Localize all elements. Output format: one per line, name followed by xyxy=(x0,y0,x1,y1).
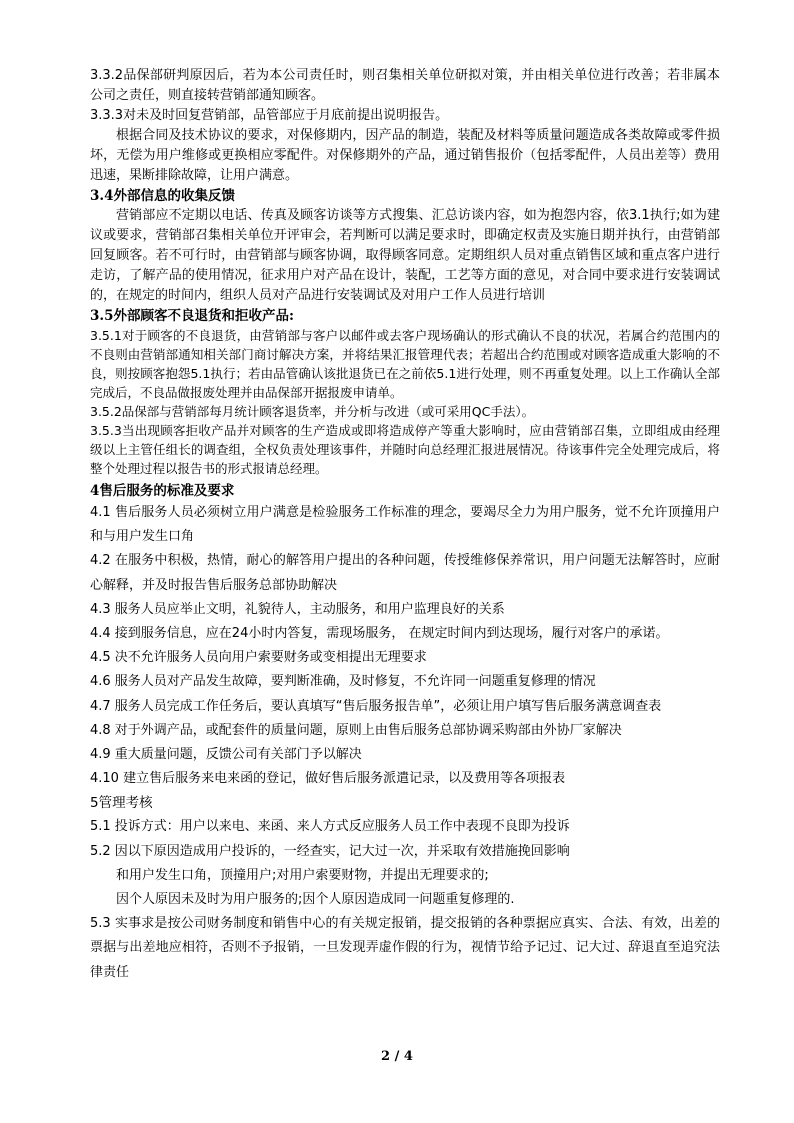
paragraph-3-3-2: 3.3.2品保部研判原因后，若为本公司责任时，则召集相关单位研拟对策，并由相关单位进行改善；若非属本公司之责任，则直接转营销部通知顾客。 xyxy=(90,68,720,103)
list-item: 4.9 重大质量问题，反馈公司有关部门予以解决 xyxy=(90,747,362,763)
paragraph-3-5-1: 3.5.1对于顾客的不良退货，由营销部与客户以邮件或去客户现场确认的形式确认不良的状况，若属合约范围内的不良则由营销部通知相关部门商讨解决方案，并将结果汇报管理代表；若超出合约范围或对顾客造成重大影响的不良，则按顾客抱怨5.1执行；若由品管确认该批退货已在之前依5.1进行处理，则不再重复处理。以上工作确认全部完成后，不良品做报废处理并由品保部开据报废申请单。 xyxy=(90,328,720,400)
paragraph-3-3-3: 3.3.3对未及时回复营销部，品管部应于月底前提出说明报告。 xyxy=(90,108,449,123)
list-item: 4.3 服务人员应举止文明，礼貌待人，主动服务，和用户监理良好的关系 xyxy=(90,601,505,617)
list-item: 4.2 在服务中积极，热情，耐心的解答用户提出的各种问题，传授维修保养常识，用户问题无法解答时，应耐心解释，并及时报告售后服务总部协助解决 xyxy=(90,553,720,593)
list-item: 4.5 决不允许服务人员向用户索要财务或变相提出无理要求 xyxy=(90,650,427,666)
list-item: 4.4 接到服务信息，应在24小时内答复，需现场服务， 在规定时间内到达现场，履行对客户的承诺。 xyxy=(90,626,669,642)
document-body xyxy=(90,66,720,985)
heading-4: 4售后服务的标准及要求 xyxy=(90,483,235,499)
paragraph-3-4: 营销部应不定期以电话、传真及顾客访谈等方式搜集、汇总访谈内容，如为抱怨内容，依3.1执行;如为建议或要求，营销部召集相关单位开评审会，若判断可以满足要求时，即确定权责及实施日期并执行，由营销部回复顾客。若不可行时，由营销部与顾客协调，取得顾客同意。定期组织人员对重点销售区域和重点客户进行走访，了解产品的使用情况，征求用户对产品在设计，装配，工艺等方面的意见，对合同中要求进行安装调试的，在规定的时间内，组织人员对产品进行安装调试及对用户工作人员进行培训 xyxy=(90,208,720,303)
list-item: 4.8 对于外调产品，或配套件的质量问题，原则上由售后服务总部协调采购部由外协厂家解决 xyxy=(90,722,622,738)
list-item: 4.1 售后服务人员必须树立用户满意是检验服务工作标准的理念，要竭尽全力为用户服务，觉不允许顶撞用户和与用户发生口角 xyxy=(90,505,720,545)
list-item: 4.6 服务人员对产品发生故障，要判断准确，及时修复，不允许同一问题重复修理的情况 xyxy=(90,674,596,690)
paragraph-5-2: 5.2 因以下原因造成用户投诉的，一经查实，记大过一次，并采取有效措施挽回影响 xyxy=(90,843,570,859)
page-number: 2 / 4 xyxy=(381,1049,413,1064)
heading-5: 5管理考核 xyxy=(90,795,153,812)
paragraph-3-5-3: 3.5.3当出现顾客拒收产品并对顾客的生产造成或即将造成停产等重大影响时，应由营销部召集，立即组成由经理级以上主管任组长的调查组，全权负责处理该事件，并随时向总经理汇报进展情况。待该事件完全处理完成后，将整个处理过程以报告书的形式报请总经理。 xyxy=(90,423,720,476)
paragraph-3-5-2: 3.5.2品保部与营销部每月统计顾客退货率，并分析与改进（或可采用QC手法）。 xyxy=(90,404,535,419)
paragraph-warranty: 根据合同及技术协议的要求，对保修期内，因产品的制造，装配及材料等质量问题造成各类故障或零件损坏，无偿为用户维修或更换相应零配件。对保修期外的产品，通过销售报价（包括零配件，人员出差等）费用迅速，果断排除故障，让用户满意。 xyxy=(90,128,720,183)
heading-3-4: 3.4外部信息的收集反馈 xyxy=(90,188,235,204)
paragraph-5-3: 5.3 实事求是按公司财务制度和销售中心的有关规定报销，提交报销的各种票据应真实、合法、有效，出差的票据与出差地应相符，否则不予报销，一旦发现弄虚作假的行为，视情节给予记过、记大过、辞退直至追究法律责任 xyxy=(90,916,720,980)
list-item: 4.7 服务人员完成工作任务后，要认真填写“售后服务报告单”，必须让用户填写售后服务满意调查表 xyxy=(90,698,662,714)
paragraph-5-1: 5.1 投诉方式：用户以来电、来函、来人方式反应服务人员工作中表现不良即为投诉 xyxy=(90,819,570,835)
paragraph-5-2-b: 因个人原因未及时为用户服务的;因个人原因造成同一问题重复修理的. xyxy=(116,892,515,908)
paragraph-5-2-a: 和用户发生口角，顶撞用户;对用户索要财物，并提出无理要求的; xyxy=(116,867,489,883)
list-item: 4.10 建立售后服务来电来函的登记，做好售后服务派遣记录，以及费用等各项报表 xyxy=(90,771,566,787)
heading-3-5: 3.5外部顾客不良退货和拒收产品: xyxy=(90,308,294,324)
